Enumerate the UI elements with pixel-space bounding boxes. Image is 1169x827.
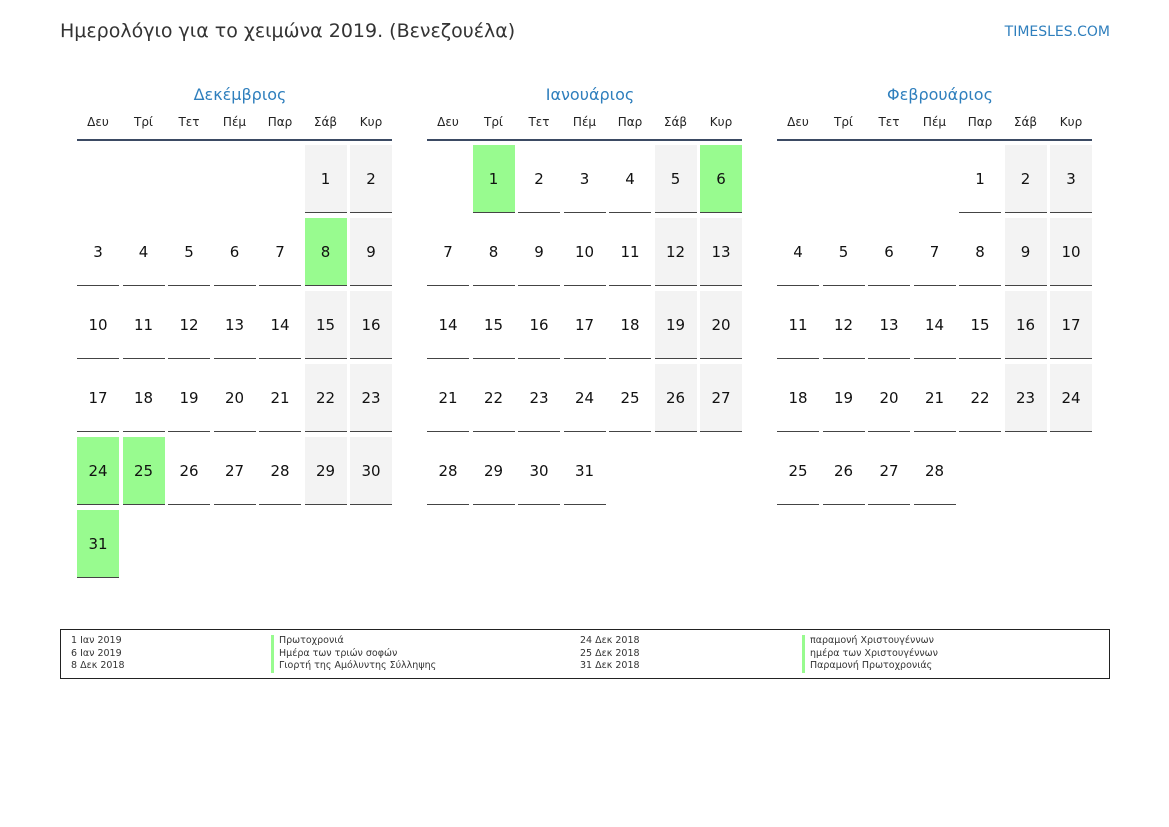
day-cell: 9	[350, 218, 392, 286]
day-cell: 17	[1050, 291, 1092, 359]
weekday-label: Παρ	[967, 115, 993, 129]
weekday-label: Δευ	[787, 115, 809, 129]
holiday-day-cell: 6	[700, 145, 742, 213]
legend-date: 1 Ιαν 2019	[71, 635, 122, 646]
day-cell: 26	[655, 364, 697, 432]
holiday-day-cell: 24	[77, 437, 119, 505]
day-cell: 13	[214, 291, 256, 359]
day-cell: 8	[473, 218, 515, 286]
legend-holiday-name: παραμονή Χριστουγέννων	[802, 635, 938, 648]
day-cell: 31	[564, 437, 606, 505]
day-cell: 12	[655, 218, 697, 286]
day-cell: 17	[564, 291, 606, 359]
holiday-legend	[60, 629, 1110, 679]
weekday-label: Πέμ	[922, 115, 947, 129]
day-cell: 12	[168, 291, 210, 359]
legend-date: 24 Δεκ 2018	[580, 635, 640, 646]
legend-holiday-name: Ημέρα των τριών σοφών	[271, 648, 436, 661]
day-cell: 29	[473, 437, 515, 505]
day-cell: 27	[868, 437, 910, 505]
legend-dates-left	[71, 635, 125, 673]
legend-date: 8 Δεκ 2018	[71, 660, 125, 671]
day-cell: 28	[914, 437, 956, 505]
day-cell: 22	[473, 364, 515, 432]
legend-date: 25 Δεκ 2018	[580, 647, 640, 659]
weekday-label: Τετ	[528, 115, 550, 129]
day-cell: 5	[655, 145, 697, 213]
weekday-label: Τρί	[133, 115, 153, 129]
day-cell: 9	[1005, 218, 1047, 286]
weekday-label: Παρ	[617, 115, 643, 129]
month-name: Δεκέμβριος	[193, 85, 287, 104]
weekday-label: Τρί	[483, 115, 503, 129]
day-cell: 13	[700, 218, 742, 286]
day-cell: 16	[350, 291, 392, 359]
day-cell: 15	[305, 291, 347, 359]
day-cell: 4	[609, 145, 651, 213]
weekday-label: Δευ	[87, 115, 109, 129]
day-cell: 30	[518, 437, 560, 505]
weekday-label: Σάβ	[1013, 115, 1038, 129]
legend-holiday-name: Παραμονή Πρωτοχρονιάς	[802, 660, 938, 673]
day-cell: 21	[427, 364, 469, 432]
legend-dates-right	[580, 635, 640, 673]
site-link[interactable]: TIMESLES.COM	[1004, 24, 1110, 40]
day-cell: 19	[655, 291, 697, 359]
day-cell: 21	[914, 364, 956, 432]
legend-holiday-name: Γιορτή της Αμόλυντης Σύλληψης	[271, 660, 436, 673]
day-cell: 2	[518, 145, 560, 213]
day-cell: 24	[1050, 364, 1092, 432]
legend-names-left	[271, 635, 436, 673]
weekday-label: Τρί	[833, 115, 853, 129]
day-cell: 18	[777, 364, 819, 432]
weekday-label: Πέμ	[572, 115, 597, 129]
day-cell: 5	[823, 218, 865, 286]
day-cell: 13	[868, 291, 910, 359]
weekday-label: Κυρ	[1059, 115, 1083, 129]
day-cell: 26	[168, 437, 210, 505]
day-cell: 19	[168, 364, 210, 432]
month-name: Φεβρουάριος	[887, 85, 993, 104]
holiday-day-cell: 31	[77, 510, 119, 578]
day-cell: 15	[959, 291, 1001, 359]
day-cell: 3	[1050, 145, 1092, 213]
day-cell: 10	[77, 291, 119, 359]
day-cell: 17	[77, 364, 119, 432]
day-cell: 19	[823, 364, 865, 432]
month-january	[427, 84, 747, 585]
day-cell: 10	[564, 218, 606, 286]
day-cell: 1	[305, 145, 347, 213]
day-cell: 3	[564, 145, 606, 213]
day-cell: 29	[305, 437, 347, 505]
day-cell: 23	[518, 364, 560, 432]
holiday-day-cell: 25	[123, 437, 165, 505]
days-grid	[777, 145, 1097, 585]
legend-date: 31 Δεκ 2018	[580, 660, 640, 671]
day-cell: 11	[777, 291, 819, 359]
day-cell: 25	[609, 364, 651, 432]
day-cell: 30	[350, 437, 392, 505]
day-cell: 18	[609, 291, 651, 359]
days-grid	[427, 145, 747, 585]
day-cell: 22	[305, 364, 347, 432]
day-cell: 11	[123, 291, 165, 359]
day-cell: 15	[473, 291, 515, 359]
day-cell: 28	[427, 437, 469, 505]
weekday-header	[777, 114, 1092, 141]
day-cell: 10	[1050, 218, 1092, 286]
weekday-header	[427, 114, 742, 141]
day-cell: 28	[259, 437, 301, 505]
page-title: Ημερολόγιο για το χειμώνα 2019. (Βενεζουέλα)	[60, 20, 516, 42]
day-cell: 4	[123, 218, 165, 286]
day-cell: 23	[350, 364, 392, 432]
weekday-label: Κυρ	[709, 115, 733, 129]
day-cell: 2	[350, 145, 392, 213]
month-name: Ιανουάριος	[545, 85, 635, 104]
day-cell: 14	[914, 291, 956, 359]
weekday-label: Σάβ	[663, 115, 688, 129]
month-december	[77, 84, 397, 585]
weekday-label: Σάβ	[313, 115, 338, 129]
day-cell: 24	[564, 364, 606, 432]
day-cell: 14	[427, 291, 469, 359]
day-cell: 20	[700, 291, 742, 359]
day-cell: 18	[123, 364, 165, 432]
holiday-day-cell: 8	[305, 218, 347, 286]
day-cell: 16	[518, 291, 560, 359]
legend-holiday-name: Πρωτοχρονιά	[271, 635, 436, 648]
day-cell: 27	[214, 437, 256, 505]
day-cell: 20	[214, 364, 256, 432]
day-cell: 23	[1005, 364, 1047, 432]
day-cell: 25	[777, 437, 819, 505]
day-cell: 5	[168, 218, 210, 286]
weekday-label: Κυρ	[359, 115, 383, 129]
day-cell: 9	[518, 218, 560, 286]
weekday-label: Τετ	[178, 115, 200, 129]
day-cell: 8	[959, 218, 1001, 286]
weekday-header	[77, 114, 392, 141]
legend-date: 6 Ιαν 2019	[71, 647, 122, 659]
day-cell: 26	[823, 437, 865, 505]
day-cell: 3	[77, 218, 119, 286]
day-cell: 22	[959, 364, 1001, 432]
day-cell: 16	[1005, 291, 1047, 359]
day-cell: 4	[777, 218, 819, 286]
day-cell: 1	[959, 145, 1001, 213]
day-cell: 7	[259, 218, 301, 286]
day-cell: 12	[823, 291, 865, 359]
weekday-label: Παρ	[267, 115, 293, 129]
day-cell: 7	[914, 218, 956, 286]
day-cell: 21	[259, 364, 301, 432]
day-cell: 20	[868, 364, 910, 432]
day-cell: 2	[1005, 145, 1047, 213]
days-grid	[77, 145, 397, 585]
day-cell: 6	[214, 218, 256, 286]
day-cell: 14	[259, 291, 301, 359]
weekday-label: Τετ	[878, 115, 900, 129]
day-cell: 11	[609, 218, 651, 286]
day-cell: 6	[868, 218, 910, 286]
day-cell: 27	[700, 364, 742, 432]
holiday-day-cell: 1	[473, 145, 515, 213]
day-cell: 7	[427, 218, 469, 286]
month-february	[777, 84, 1097, 585]
weekday-label: Πέμ	[222, 115, 247, 129]
weekday-label: Δευ	[437, 115, 459, 129]
legend-names-right	[802, 635, 938, 673]
legend-holiday-name: ημέρα των Χριστουγέννων	[802, 648, 938, 661]
